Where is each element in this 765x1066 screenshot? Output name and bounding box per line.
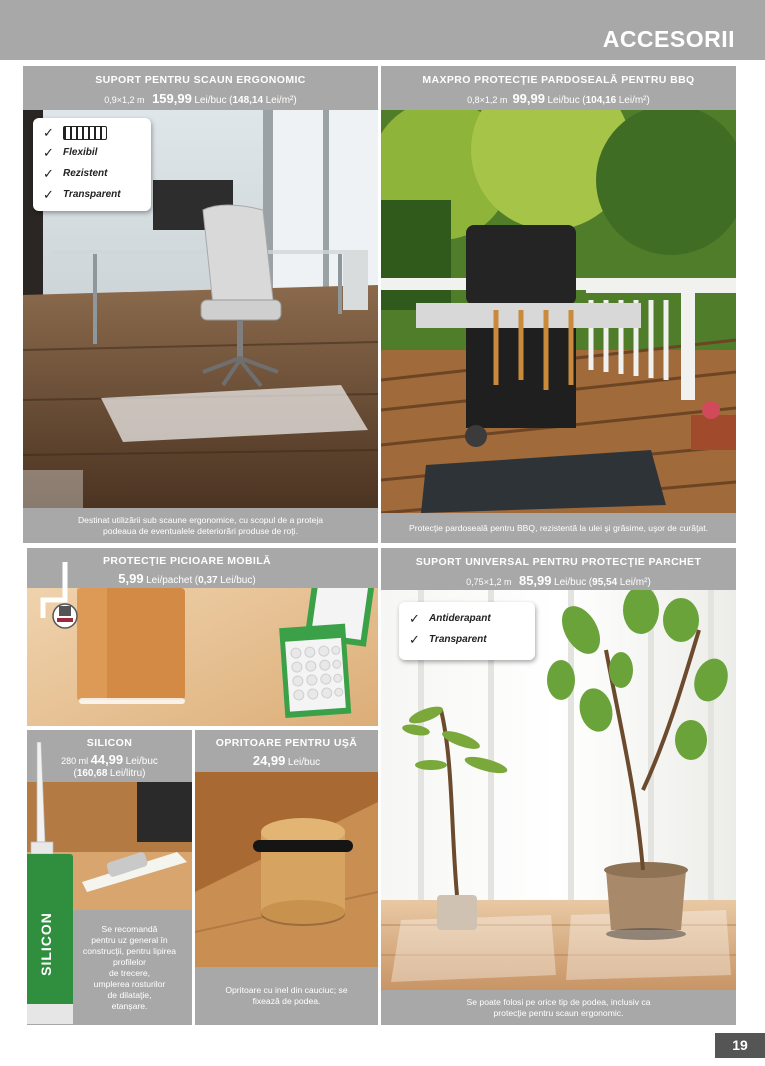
feature-transparent: Transparent (63, 189, 121, 200)
chair-mat-feature-badge (33, 118, 151, 211)
check-icon: ✓ (43, 125, 54, 140)
silicon-tube-label: SILICON (38, 912, 54, 976)
silicon-caption-line: de trecere, (108, 967, 151, 978)
check-icon: ✓ (43, 186, 54, 202)
silicon-tube-image (27, 742, 82, 1025)
door-stop-caption: Opritoare cu inel din cauciuc; se fixează de podea. (195, 967, 378, 1025)
feature-transparent-2: Transparent (429, 634, 487, 645)
bbq-mat-paren-open: ( (582, 95, 586, 106)
silicon-per-liter-value: 160,68 (76, 768, 108, 779)
silicon-size: 280 ml (61, 756, 89, 766)
furniture-pads-unit: Lei/pachet (146, 575, 193, 586)
universal-mat-paren-close: ) (647, 577, 651, 588)
chair-mat-per-area-unit: Lei/m² (265, 95, 294, 106)
silicon-unit: Lei/buc (125, 756, 158, 767)
page-number: 19 (715, 1033, 765, 1058)
silicon-paren-open: ( (73, 768, 77, 779)
bbq-mat-price-line (381, 91, 736, 106)
universal-mat-per-area-value: 95,54 (592, 577, 618, 588)
silicon-caption-line: Se recomandă (101, 923, 158, 934)
universal-mat-unit: Lei/buc (554, 577, 587, 588)
bbq-mat-per-area-unit: Lei/m² (618, 95, 647, 106)
bbq-mat-title: MAXPRO PROTECŢIE PARDOSEALĂ PENTRU BBQ (422, 74, 695, 86)
feature-flexibil: Flexibil (63, 147, 98, 158)
universal-mat-title: SUPORT UNIVERSAL PENTRU PROTECŢIE PARCHET (415, 556, 702, 568)
chair-mat-per-area-value: 148,14 (232, 95, 264, 106)
check-icon: ✓ (43, 165, 54, 181)
silicon-caption-line: umplerea rosturilor (93, 978, 166, 989)
chair-mat-price-line (23, 91, 378, 106)
universal-mat-feature-badge (399, 602, 535, 660)
product-bbq-mat (381, 66, 736, 543)
furniture-pads-title-block (82, 555, 292, 586)
feature-rezistent: Rezistent (63, 168, 108, 179)
universal-mat-per-area-unit: Lei/m² (619, 577, 648, 588)
chair-mat-unit: Lei/buc (194, 95, 227, 106)
silicon-caption-line: pentru uz general în (91, 934, 168, 945)
furniture-pads-per-unit-unit: Lei/buc (220, 575, 253, 586)
furniture-pads-price-line (82, 571, 292, 586)
door-stop-unit: Lei/buc (287, 757, 321, 768)
door-stop-header (195, 730, 378, 772)
universal-mat-price-line (381, 573, 736, 588)
chair-mat-size: 0,9×1,2 m (104, 95, 145, 105)
universal-mat-price: 85,99 (518, 573, 552, 588)
silicon-price: 44,99 (90, 752, 124, 767)
check-icon: ✓ (43, 144, 54, 160)
product-furniture-pads (27, 548, 378, 726)
universal-mat-paren-open: ( (588, 577, 593, 588)
universal-mat-size: 0,75×1,2 m (466, 577, 512, 587)
door-stop-photo (195, 772, 378, 967)
bbq-mat-price: 99,99 (512, 91, 545, 106)
chair-mat-caption: Destinat utilizării sub scaune ergonomice, cu scopul de a proteja podeaua de eventualele deteriorări produse de roţi. (23, 508, 378, 543)
bbq-mat-per-area-value: 104,16 (585, 95, 617, 106)
bbq-mat-size: 0,8×1,2 m (467, 95, 508, 105)
bbq-mat-header (381, 66, 736, 110)
product-door-stop (195, 730, 378, 1025)
check-icon: ✓ (409, 610, 420, 626)
chair-mat-title: SUPORT PENTRU SCAUN ERGONOMIC (95, 74, 306, 86)
furniture-pads-paren-open: ( (194, 575, 199, 586)
door-stop-price: 24,99 (252, 753, 286, 768)
furniture-pads-per-unit-value: 0,37 (198, 575, 218, 586)
product-universal-mat (381, 548, 736, 1025)
furniture-pads-paren-close: ) (252, 575, 256, 586)
chair-mat-paren-close: ) (293, 95, 297, 106)
check-icon: ✓ (409, 631, 420, 647)
chair-mat-icon (63, 126, 107, 140)
chair-mat-price: 159,99 (152, 91, 192, 106)
product-chair-mat (23, 66, 378, 543)
chair-mat-paren-open: ( (229, 95, 233, 106)
furniture-pads-price: 5,99 (118, 571, 144, 586)
product-silicon (27, 730, 192, 1025)
page-header-bar (0, 0, 765, 60)
silicon-per-liter-unit: Lei/litru (109, 768, 143, 779)
furniture-pads-title: PROTECŢIE PICIOARE MOBILĂ (102, 555, 272, 567)
universal-mat-caption: Se poate folosi pe orice tip de podea, inclusiv ca protecţie pentru scaun ergonomic. (381, 990, 736, 1025)
bbq-mat-paren-close: ) (646, 95, 650, 106)
bbq-mat-caption: Protecţie pardoseală pentru BBQ, rezistentă la ulei şi grăsime, uşor de curăţat. (381, 513, 736, 543)
silicon-caption-line: profilelor (113, 956, 146, 967)
door-stop-price-line (195, 753, 378, 768)
silicon-paren-close: ) (142, 768, 146, 779)
bbq-mat-photo (381, 110, 736, 513)
feature-antiderapant: Antiderapant (429, 613, 491, 624)
silicon-title: SILICON (86, 737, 133, 749)
silicon-caption-line: construcţii, pentru lipirea (82, 945, 177, 956)
universal-mat-header (381, 548, 736, 590)
bbq-mat-unit: Lei/buc (547, 95, 580, 106)
chair-leg-icon (35, 560, 81, 630)
chair-mat-header (23, 66, 378, 110)
door-stop-title: OPRITOARE PENTRU UŞĂ (215, 737, 358, 749)
silicon-caption-line: de dilataţie, (107, 989, 152, 1000)
silicon-caption-line: etanşare. (111, 1000, 148, 1011)
section-title: ACCESORII (602, 26, 735, 52)
